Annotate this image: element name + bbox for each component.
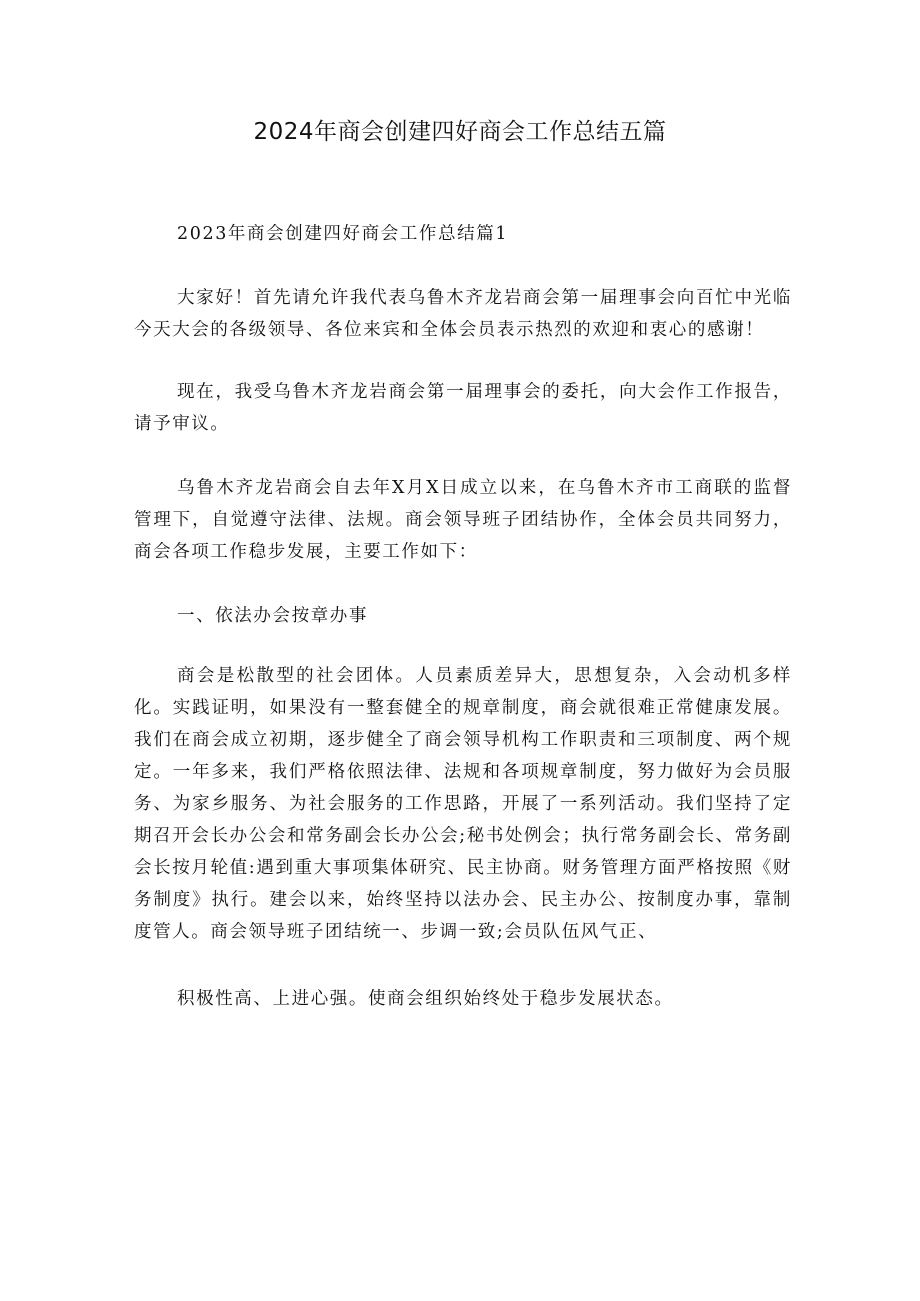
paragraph-section-body: 商会是松散型的社会团体。人员素质差异大，思想复杂，入会动机多样化。实践证明，如果没有一整套健全的规章制度，商会就很难正常健康发展。我们在商会成立初期，逐步健全了商会领导机构工作职责和三项制度、两个规定。一年多来，我们严格依照法律、法规和各项规章制度，努力做好为会员服务、为家乡服务、为社会服务的工作思路，开展了一系列活动。我们坚持了定期召开会长办公会和常务副会长办公会;秘书处例会；执行常务副会长、常务副会长按月轮值:遇到重大事项集体研究、民主协商。财务管理方面严格按照《财务制度》执行。建会以来，始终坚持以法办会、民主办公、按制度办事，靠制度管人。商会领导班子团结统一、步调一致;会员队伍风气正、 [134, 666, 792, 942]
section-heading: 一、依法办会按章办事 [177, 606, 368, 626]
paragraph-section-continuation: 积极性高、上进心强。使商会组织始终处于稳步发展状态。 [177, 989, 674, 1009]
document-body [134, 218, 792, 1015]
paragraph-greeting: 大家好！首先请允许我代表乌鲁木齐龙岩商会第一届理事会向百忙中光临今天大会的各级领导、各位来宾和全体会员表示热烈的欢迎和衷心的感谢！ [134, 288, 792, 340]
document-title: 2024年商会创建四好商会工作总结五篇 [253, 119, 667, 145]
paragraph-background: 乌鲁木齐龙岩商会自去年X月X日成立以来，在乌鲁木齐市工商联的监督管理下，自觉遵守法律、法规。商会领导班子团结协作，全体会员共同努力，商会各项工作稳步发展，主要工作如下： [134, 478, 792, 562]
paragraph-report-intro: 现在，我受乌鲁木齐龙岩商会第一届理事会的委托，向大会作工作报告，请予审议。 [134, 382, 792, 434]
document-subtitle: 2023年商会创建四好商会工作总结篇1 [177, 224, 509, 244]
